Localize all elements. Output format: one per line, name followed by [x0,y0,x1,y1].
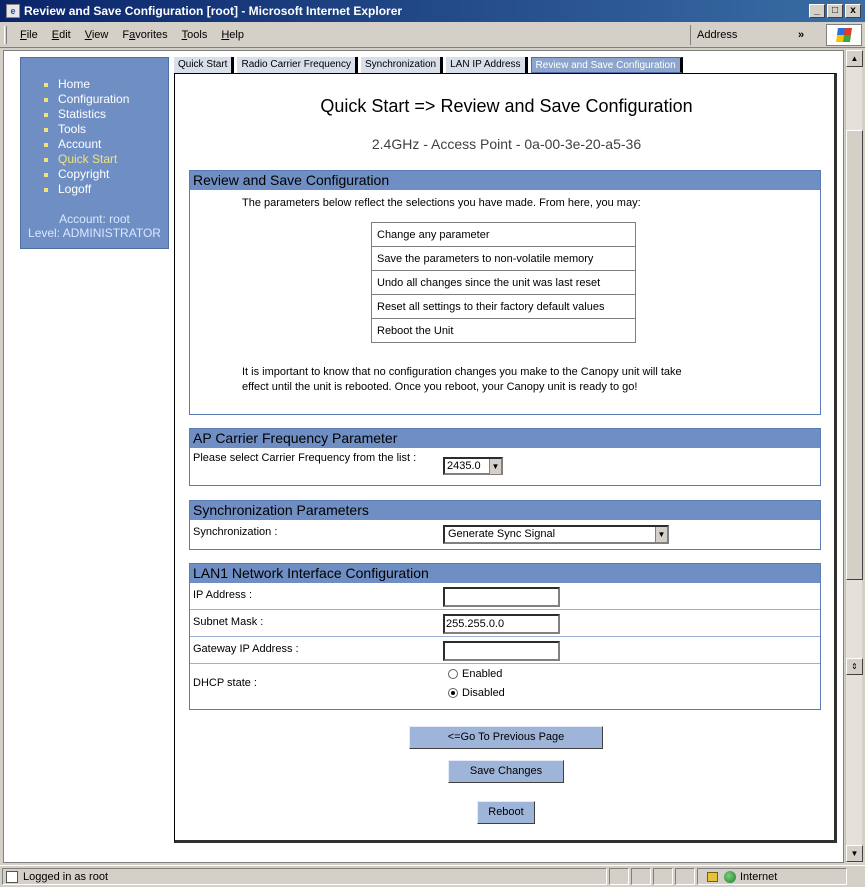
lan-section [189,563,821,710]
sidebar-item-statistics[interactable]: Statistics [44,107,168,122]
ie-page-icon: e [6,4,20,18]
bullet-icon [44,83,48,87]
option-undo-changes: Undo all changes since the unit was last reset [372,271,636,295]
scroll-down-icon[interactable]: ▼ [846,845,863,862]
account-line: Account: root [59,212,130,226]
review-intro: The parameters below reflect the selections you have made. From here, you may: [242,197,641,209]
gateway-label: Gateway IP Address : [193,643,299,655]
sidebar-item-copyright[interactable]: Copyright [44,167,168,182]
level-line: Level: ADMINISTRATOR [28,226,161,240]
title-bar [0,0,865,22]
status-text: Logged in as root [23,870,109,883]
previous-page-button[interactable]: <=Go To Previous Page [409,726,603,749]
bullet-icon [44,173,48,177]
subnet-mask-label: Subnet Mask : [193,616,264,628]
ip-address-label: IP Address : [193,589,253,601]
address-bar-label[interactable]: Address [690,25,743,45]
account-info [21,212,168,240]
main-panel [174,73,837,843]
status-bar [0,865,865,887]
sync-label: Synchronization : [193,526,278,538]
sidebar-item-configuration[interactable]: Configuration [44,92,168,107]
status-pane [653,868,673,885]
bullet-icon [44,143,48,147]
reboot-button[interactable]: Reboot [477,801,535,824]
menu-edit[interactable]: Edit [51,28,71,41]
lock-icon [707,872,718,882]
menu-file[interactable]: File [20,28,38,41]
gateway-row [190,637,820,664]
option-reset-defaults: Reset all settings to their factory default values [372,295,636,319]
gateway-input[interactable] [443,641,560,661]
bullet-icon [44,98,48,102]
dhcp-disabled-option[interactable]: Disabled [448,687,505,699]
menu-favorites[interactable]: Favorites [122,28,168,41]
dhcp-row [190,664,820,708]
status-pane [675,868,695,885]
status-pane [609,868,629,885]
toolbar-chevron-icon[interactable]: » [798,29,805,41]
options-table [371,222,636,343]
page-done-icon [6,871,18,883]
synchronization-select[interactable]: Generate Sync Signal ▼ [443,525,669,544]
menu-view[interactable]: View [84,28,109,41]
sidebar-menu [44,77,168,197]
option-reboot-unit: Reboot the Unit [372,319,636,343]
window-controls [809,4,861,18]
sidebar-item-tools[interactable]: Tools [44,122,168,137]
device-subtitle: 2.4GHz - Access Point - 0a-00-3e-20-a5-36 [371,136,642,152]
close-button[interactable]: x [845,4,861,18]
tab-radio-carrier-frequency[interactable]: Radio Carrier Frequency [237,57,358,73]
menu-bar [0,22,865,48]
carrier-section-heading: AP Carrier Frequency Parameter [190,429,820,448]
status-pane [631,868,651,885]
scroll-up-icon[interactable]: ▲ [846,50,863,67]
radio-enabled[interactable] [448,669,458,679]
tab-review-and-save[interactable]: Review and Save Configuration [531,57,683,73]
zone-label: Internet [740,870,778,883]
option-save-parameters: Save the parameters to non-volatile memory [372,247,636,271]
reboot-note: It is important to know that no configuration changes you make to the Canopy unit will take effect until the unit is rebooted. Once you reboot, your Canopy unit is ready to go! [242,366,682,393]
zone-cell [697,868,847,885]
radio-disabled[interactable] [448,688,458,698]
sidebar-item-account[interactable]: Account [44,137,168,152]
tab-synchronization[interactable]: Synchronization [361,57,443,73]
bullet-icon [44,128,48,132]
chevron-down-icon[interactable]: ▼ [489,459,501,474]
menu-tools[interactable]: Tools [181,28,208,41]
bullet-icon [44,158,48,162]
chevron-down-icon[interactable]: ▼ [655,527,667,542]
sync-section-heading: Synchronization Parameters [190,501,820,520]
carrier-label: Please select Carrier Frequency from the list : [193,452,417,464]
carrier-frequency-section [189,428,821,486]
carrier-row [190,448,820,486]
review-section [189,170,821,415]
dhcp-label: DHCP state : [193,677,257,689]
window-title: Review and Save Configuration [root] - Microsoft Internet Explorer [24,4,403,18]
windows-flag-icon [826,24,862,46]
dhcp-enabled-option[interactable]: Enabled [448,668,502,680]
sidebar-item-quick-start[interactable]: Quick Start [44,152,168,167]
bullet-icon [44,113,48,117]
page-title: Quick Start => Review and Save Configuration [320,96,693,116]
menu-help[interactable]: Help [221,28,244,41]
ip-address-input[interactable] [443,587,560,607]
vertical-scrollbar[interactable] [845,50,862,863]
scroll-thumb[interactable] [846,130,863,580]
save-changes-button[interactable]: Save Changes [448,760,564,783]
minimize-button[interactable]: _ [809,4,825,18]
sync-row [190,520,820,547]
internet-globe-icon [724,871,736,883]
sidebar-item-logoff[interactable]: Logoff [44,182,168,197]
toolbar-grip[interactable] [4,26,7,44]
ip-address-row [190,583,820,610]
carrier-frequency-select[interactable]: 2435.0 ▼ [443,457,503,475]
scroll-split-icon[interactable]: ⇕ [846,658,863,675]
maximize-button[interactable]: □ [827,4,843,18]
sidebar [20,57,169,249]
subnet-mask-row [190,610,820,637]
synchronization-section [189,500,821,550]
tab-lan-ip-address[interactable]: LAN IP Address [446,57,527,73]
bullet-icon [44,188,48,192]
quick-start-tabs [174,57,683,73]
tab-quick-start[interactable]: Quick Start [174,57,234,73]
review-section-heading: Review and Save Configuration [190,171,820,190]
sidebar-item-home[interactable]: Home [44,77,168,92]
lan-section-heading: LAN1 Network Interface Configuration [190,564,820,583]
subnet-mask-input[interactable]: 255.255.0.0 [443,614,560,634]
status-text-cell [2,868,607,885]
option-change-parameter: Change any parameter [372,223,636,247]
browser-viewport [3,50,844,863]
